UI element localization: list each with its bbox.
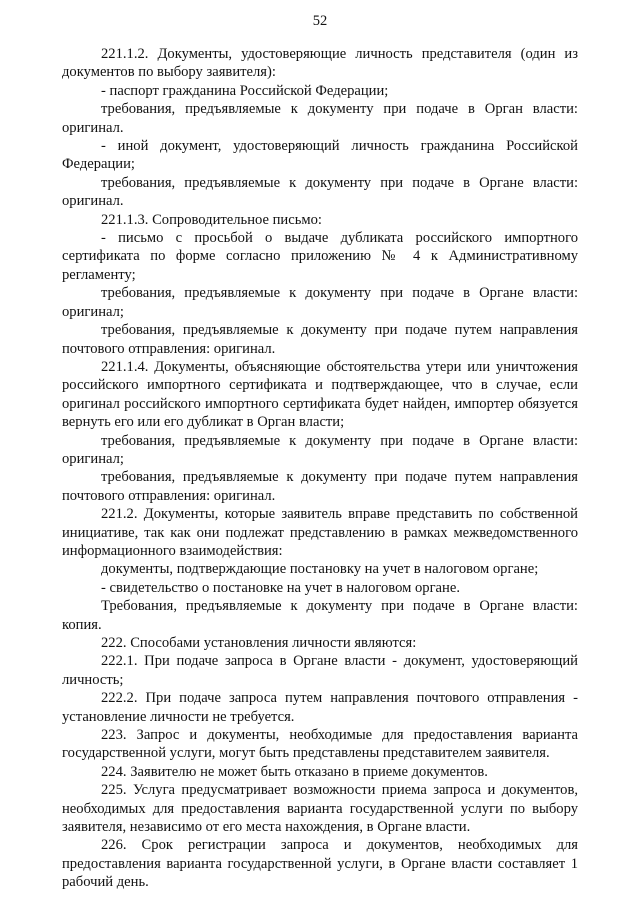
requirement-text: требования, предъявляемые к документу при подаче путем направления почтового отправления: оригинал. xyxy=(62,322,578,357)
paragraph-225: 225. Услуга предусматривает возможности приема запроса и документов, необходимых для предоставления варианта государственной услуги по выбору заявителя, независимо от его места нахождения, в Органе власти. xyxy=(62,782,578,836)
document-body xyxy=(62,45,578,892)
page-number: 52 xyxy=(312,13,328,29)
paragraph-222-2: 222.2. При подаче запроса путем направления почтового отправления - установление личности не требуется. xyxy=(62,690,578,725)
requirement-text: требования, предъявляемые к документу при подаче в Органе власти: оригинал; xyxy=(62,432,578,467)
paragraph-221-1-4: 221.1.4. Документы, объясняющие обстоятельства утери или уничтожения российского импортного сертификата и подтверждающее, что в случае, если оригинал российского импортного сертификата будет найден, импортер обязуется вернуть его или его дубликат в Орган власти; xyxy=(62,358,578,431)
list-item-letter: - письмо с просьбой о выдаче дубликата российского импортного сертификата по форме согласно приложению № 4 к Административному регламенту; xyxy=(62,230,578,283)
requirement-text: требования, предъявляемые к документу при подаче в Органе власти: оригинал; xyxy=(62,285,578,320)
requirement-text: требования, предъявляемые к документу при подаче в Орган власти: оригинал. xyxy=(62,101,578,136)
list-item-tax-certificate: - свидетельство о постановке на учет в налоговом органе. xyxy=(101,579,460,596)
list-item-other-id: - иной документ, удостоверяющий личность гражданина Российской Федерации; xyxy=(62,138,578,173)
requirement-text: Требования, предъявляемые к документу при подаче в Органе власти: копия. xyxy=(62,598,578,633)
paragraph-222-1: 222.1. При подаче запроса в Органе власти - документ, удостоверяющий личность; xyxy=(62,653,578,688)
paragraph-222: 222. Способами установления личности являются: xyxy=(101,635,417,651)
paragraph-221-1-3: 221.1.3. Сопроводительное письмо: xyxy=(101,211,322,228)
paragraph-226: 226. Срок регистрации запроса и документов, необходимых для предоставления варианта государственной услуги, в Органе власти составляет 1 рабочий день. xyxy=(62,837,578,891)
requirement-text: требования, предъявляемые к документу при подаче в Органе власти: оригинал. xyxy=(62,174,578,210)
list-item-tax-docs: документы, подтверждающие постановку на учет в налоговом органе; xyxy=(101,561,539,578)
paragraph-224: 224. Заявителю не может быть отказано в приеме документов. xyxy=(101,763,488,780)
paragraph-221-2: 221.2. Документы, которые заявитель вправе представить по собственной инициативе, так как они подлежат представлению в рамках межведомственного информационного взаимодействия: xyxy=(62,506,578,559)
requirement-text: требования, предъявляемые к документу при подаче путем направления почтового отправления: оригинал. xyxy=(62,469,578,504)
paragraph-223: 223. Запрос и документы, необходимые для предоставления варианта государственной услуги, могут быть представлены представителем заявителя. xyxy=(62,727,578,762)
paragraph-221-1-2: 221.1.2. Документы, удостоверяющие личность представителя (один из документов по выбору заявителя): xyxy=(62,46,578,81)
list-item-passport: - паспорт гражданина Российской Федерации; xyxy=(101,82,389,99)
